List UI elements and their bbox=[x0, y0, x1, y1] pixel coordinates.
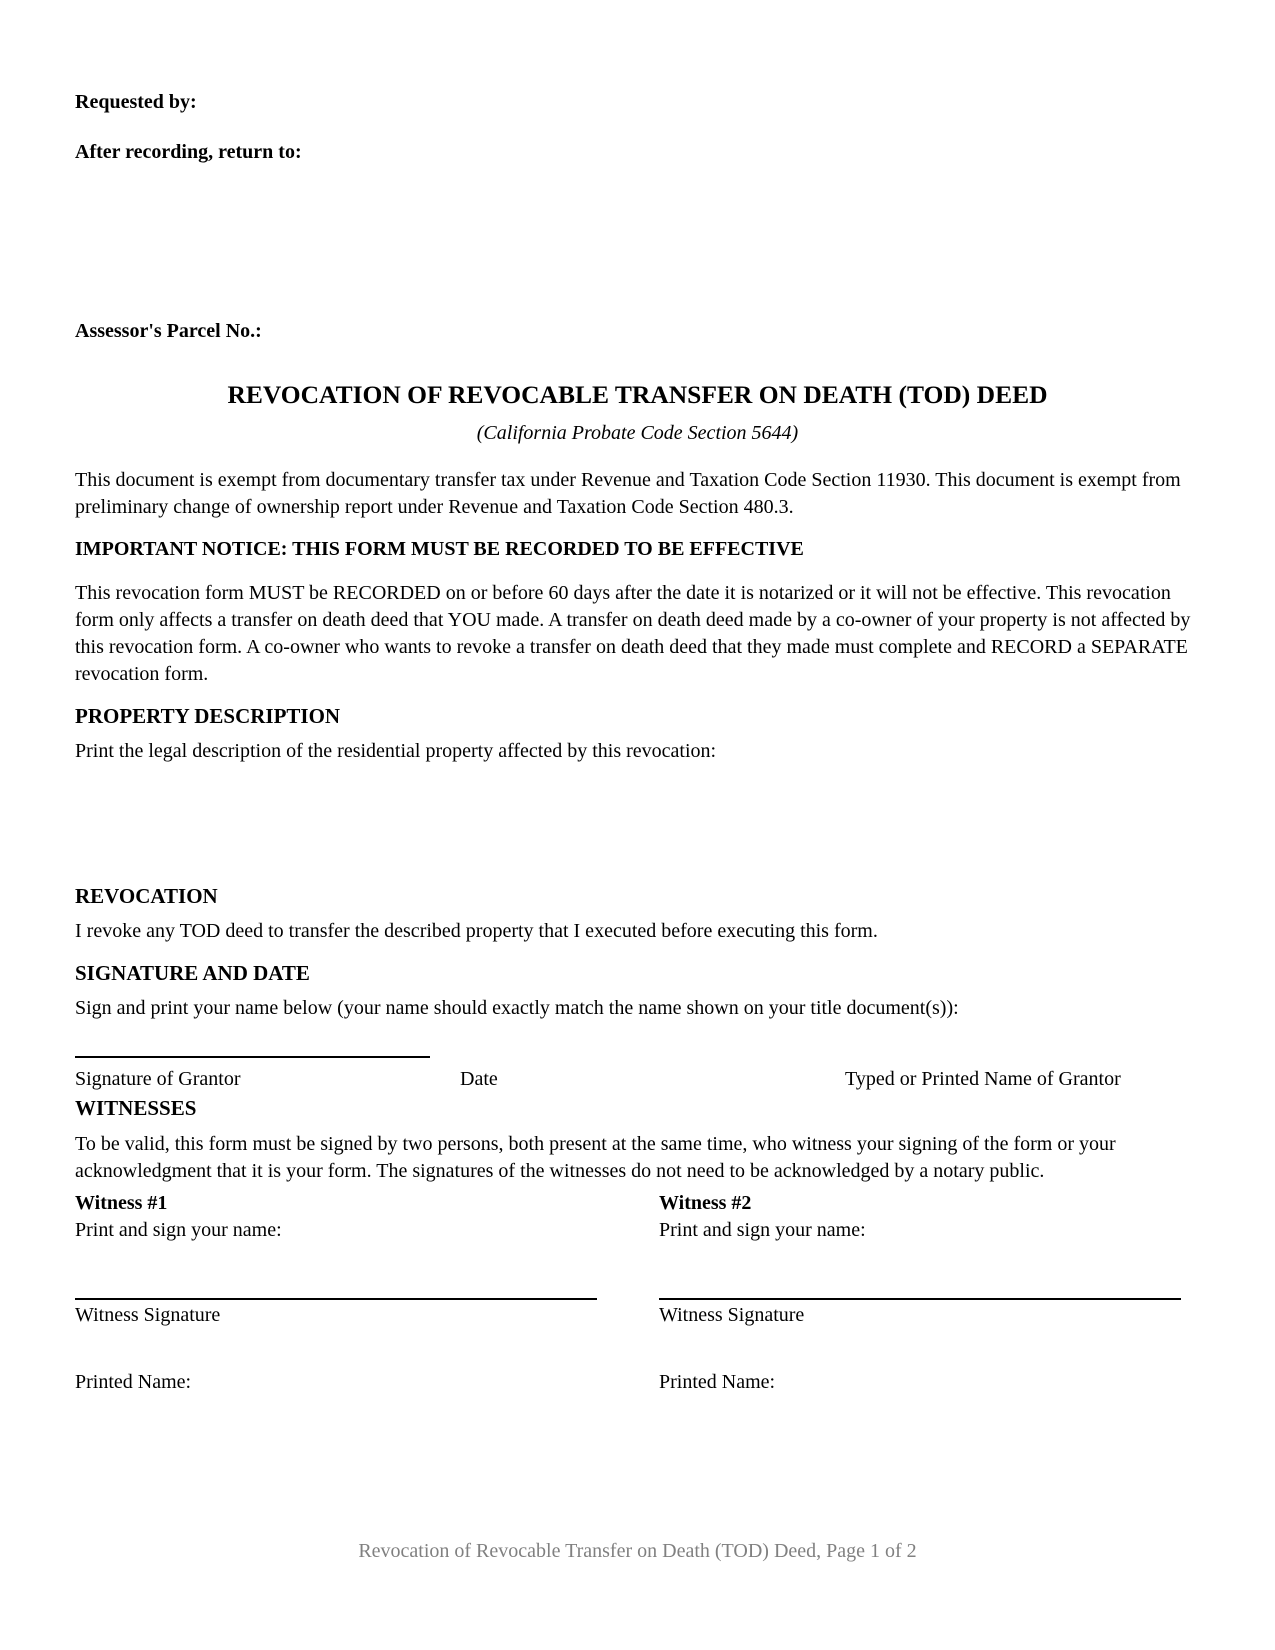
witness1-instruction: Print and sign your name: bbox=[75, 1219, 282, 1241]
witnesses-heading: WITNESSES bbox=[75, 1096, 197, 1120]
witness2-printed-name-label: Printed Name: bbox=[659, 1371, 776, 1393]
witness2-signature-line[interactable] bbox=[659, 1298, 1181, 1300]
grantor-printed-name-label: Typed or Printed Name of Grantor bbox=[845, 1068, 1121, 1090]
notice-heading: IMPORTANT NOTICE: THIS FORM MUST BE RECORDED TO BE EFFECTIVE bbox=[75, 538, 804, 560]
signature-heading: SIGNATURE AND DATE bbox=[75, 961, 310, 985]
property-instruction: Print the legal description of the residential property affected by this revocation: bbox=[75, 740, 717, 762]
page-footer: Revocation of Revocable Transfer on Death (TOD) Deed, Page 1 of 2 bbox=[358, 1540, 917, 1562]
document-subtitle: (California Probate Code Section 5644) bbox=[476, 422, 799, 444]
property-heading: PROPERTY DESCRIPTION bbox=[75, 704, 341, 728]
witnesses-paragraph: To be valid, this form must be signed by two persons, both present at the same time, who witness your signing of the form or your acknowledgment that it is your form. The signatures of the witnesses do not need to be acknowledged by a notary public. bbox=[75, 1133, 1116, 1182]
document-title: REVOCATION OF REVOCABLE TRANSFER ON DEATH (TOD) DEED bbox=[227, 380, 1048, 409]
witness2-instruction: Print and sign your name: bbox=[659, 1219, 866, 1241]
grantor-signature-label: Signature of Grantor bbox=[75, 1068, 241, 1090]
exempt-paragraph: This document is exempt from documentary transfer tax under Revenue and Taxation Code Section 11930. This document is exempt from preliminary change of ownership report under Revenue and Taxation Code Section 480.3. bbox=[75, 469, 1181, 518]
requested-by-label: Requested by: bbox=[75, 91, 197, 113]
witness2-signature-label: Witness Signature bbox=[659, 1304, 805, 1326]
witness2-title: Witness #2 bbox=[659, 1192, 752, 1214]
witness1-title: Witness #1 bbox=[75, 1192, 168, 1214]
signature-instruction: Sign and print your name below (your name should exactly match the name shown on your title document(s)): bbox=[75, 997, 959, 1019]
witness1-signature-label: Witness Signature bbox=[75, 1304, 221, 1326]
return-to-label: After recording, return to: bbox=[75, 141, 302, 163]
notice-paragraph: This revocation form MUST be RECORDED on or before 60 days after the date it is notarized or it will not be effective. This revocation form only affects a transfer on death deed that YOU made. A transfer on death deed made by a co-owner of your property is not affected by this revocation form. A co-owner who wants to revoke a transfer on death deed that they made must complete and RECORD a SEPARATE revocation form. bbox=[75, 582, 1191, 685]
witness1-printed-name-label: Printed Name: bbox=[75, 1371, 192, 1393]
parcel-number-label: Assessor's Parcel No.: bbox=[75, 320, 262, 342]
revocation-text: I revoke any TOD deed to transfer the described property that I executed before executing this form. bbox=[75, 920, 878, 942]
witness1-signature-line[interactable] bbox=[75, 1298, 597, 1300]
grantor-signature-line[interactable] bbox=[75, 1056, 430, 1058]
date-label: Date bbox=[460, 1068, 498, 1090]
revocation-heading: REVOCATION bbox=[75, 884, 218, 908]
